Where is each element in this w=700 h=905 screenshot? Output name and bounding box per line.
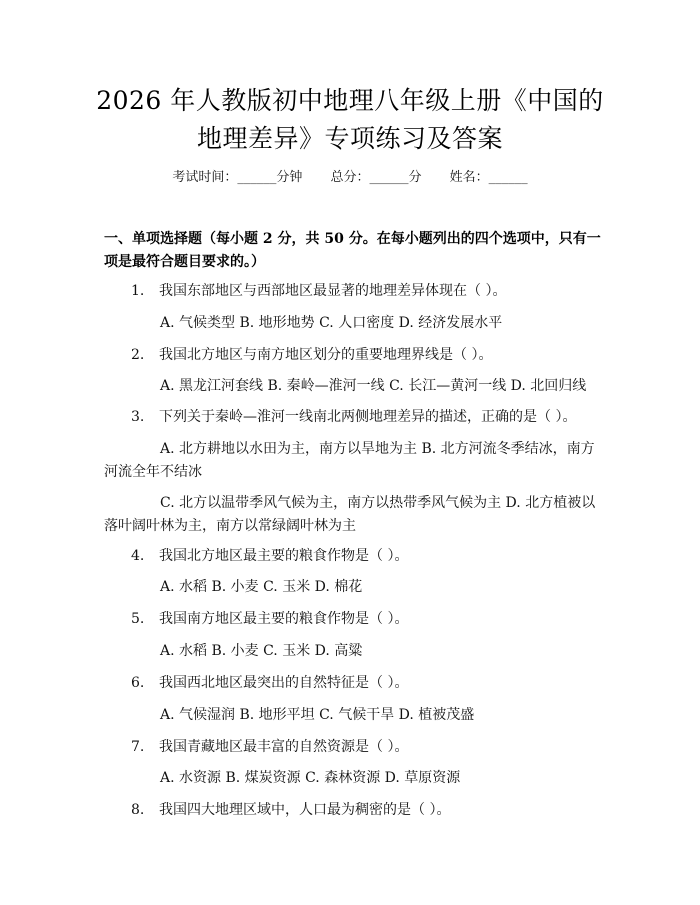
exam-time-field: 考试时间：______分钟 <box>172 170 303 185</box>
total-score-field: 总分：______分 <box>330 170 422 185</box>
question-1 <box>131 280 506 303</box>
question-number: 5. <box>131 611 145 627</box>
title-line-1: 2026 年人教版初中地理八年级上册《中国的 <box>96 86 604 115</box>
question-number: 8. <box>131 802 145 818</box>
question-6-options: A. 气候湿润 B. 地形平坦 C. 气候干旱 D. 植被茂盛 <box>160 707 475 723</box>
question-text: 我国北方地区与南方地区划分的重要地理界线是（ ）。 <box>159 347 493 363</box>
question-6 <box>131 672 408 695</box>
question-3 <box>131 406 576 429</box>
document-title <box>70 82 630 158</box>
question-7 <box>131 736 408 759</box>
question-number: 6. <box>131 675 145 691</box>
question-number: 4. <box>131 548 145 564</box>
section-heading-single-choice: 一、单项选择题（每小题 2 分，共 50 分。在每小题列出的四个选项中，只有一项是最符合题目要求的。） <box>104 231 601 270</box>
question-text: 我国南方地区最主要的粮食作物是（ ）。 <box>159 611 409 627</box>
question-2-options: A. 黑龙江河套线 B. 秦岭—淮河一线 C. 长江—黄河一线 D. 北回归线 <box>160 378 587 394</box>
question-3-options-a-b: A. 北方耕地以水田为主，南方以旱地为主 B. 北方河流冬季结冰，南方河流全年不结冰 <box>104 441 595 480</box>
question-5 <box>131 608 408 631</box>
exam-info-line <box>0 168 700 188</box>
question-number: 1. <box>131 283 145 299</box>
question-text: 下列关于秦岭—淮河一线南北两侧地理差异的描述，正确的是（ ）。 <box>159 409 577 425</box>
question-5-options: A. 水稻 B. 小麦 C. 玉米 D. 高粱 <box>160 643 363 659</box>
question-4-options: A. 水稻 B. 小麦 C. 玉米 D. 棉花 <box>160 579 363 595</box>
question-text: 我国东部地区与西部地区最显著的地理差异体现在（ ）。 <box>159 283 507 299</box>
question-1-options: A. 气候类型 B. 地形地势 C. 人口密度 D. 经济发展水平 <box>160 315 503 331</box>
question-text: 我国北方地区最主要的粮食作物是（ ）。 <box>159 548 409 564</box>
title-line-2: 地理差异》专项练习及答案 <box>196 124 503 153</box>
question-text: 我国青藏地区最丰富的自然资源是（ ）。 <box>159 739 409 755</box>
question-number: 2. <box>131 347 145 363</box>
question-number: 7. <box>131 739 145 755</box>
student-name-field: 姓名：______ <box>449 170 528 185</box>
question-4 <box>131 545 408 568</box>
question-text: 我国四大地理区域中，人口最为稠密的是（ ）。 <box>159 802 451 818</box>
question-2 <box>131 344 492 367</box>
question-7-options: A. 水资源 B. 煤炭资源 C. 森林资源 D. 草原资源 <box>160 770 461 786</box>
question-number: 3. <box>131 409 145 425</box>
question-text: 我国西北地区最突出的自然特征是（ ）。 <box>159 675 409 691</box>
question-3-options-c-d: C. 北方以温带季风气候为主，南方以热带季风气候为主 D. 北方植被以落叶阔叶林为主，南方以常绿阔叶林为主 <box>104 495 596 534</box>
question-8 <box>131 799 450 822</box>
